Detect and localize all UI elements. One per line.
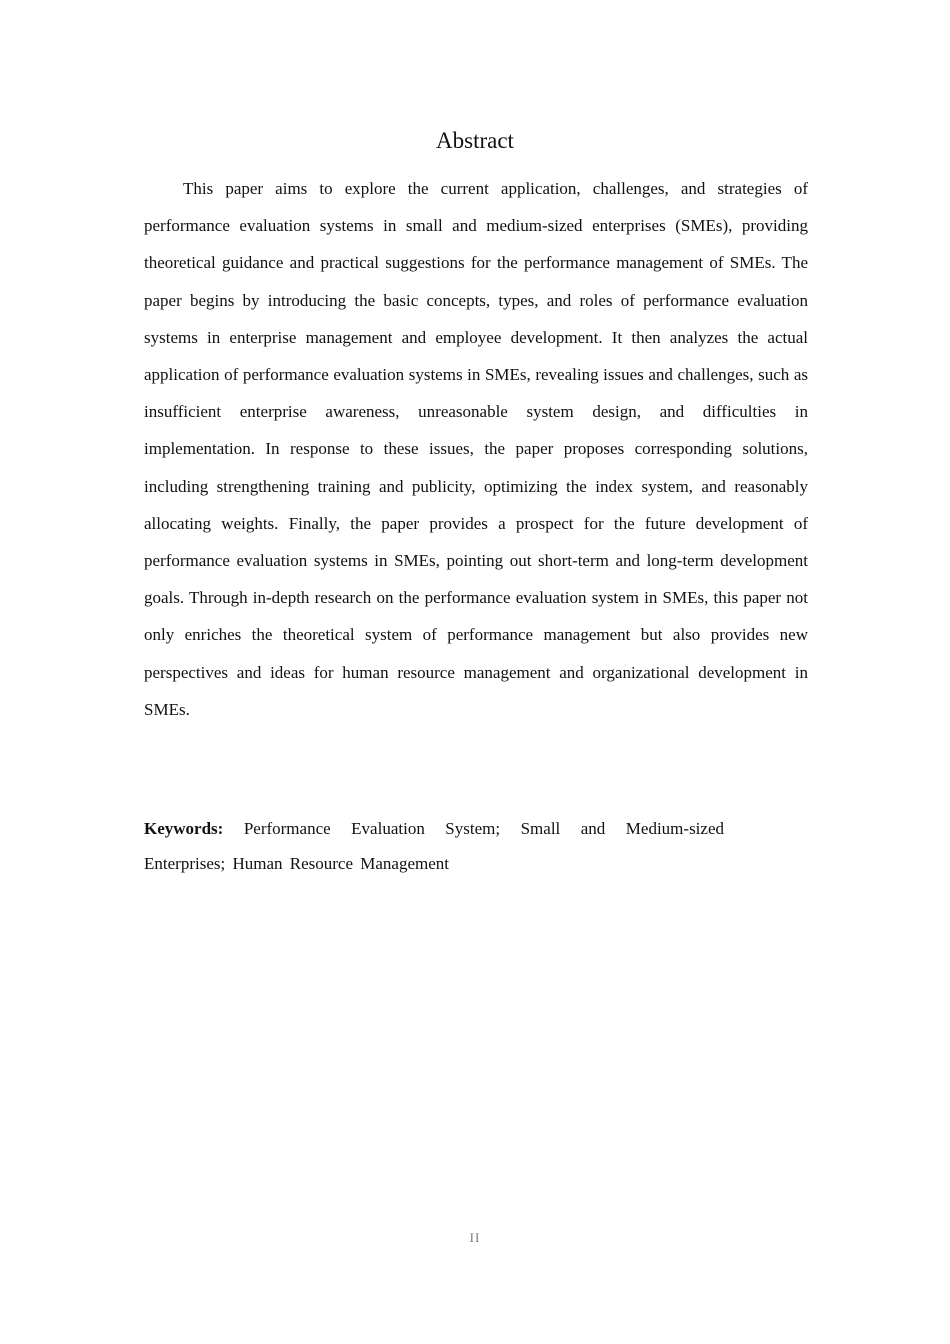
- keywords-text: Performance Evaluation System; Small and Medium-sized Enterprises; Human Resource Management: [144, 819, 725, 873]
- abstract-title: Abstract: [436, 128, 514, 153]
- keywords-label: Keywords:: [144, 819, 224, 838]
- page-number: II: [469, 1230, 481, 1245]
- keywords-section: [144, 811, 724, 881]
- abstract-paragraph: This paper aims to explore the current application, challenges, and strategies of performance evaluation systems in small and medium-sized enterprises (SMEs), providing theoretical guidance and practical suggestions for the performance management of SMEs. The paper begins by introducing the basic concepts, types, and roles of performance evaluation systems in enterprise management and employee development. It then analyzes the actual application of performance evaluation systems in SMEs, revealing issues and challenges, such as insufficient enterprise awareness, unreasonable system design, and difficulties in implementation. In response to these issues, the paper proposes corresponding solutions, including strengthening training and publicity, optimizing the index system, and reasonably allocating weights. Finally, the paper provides a prospect for the future development of performance evaluation systems in SMEs, pointing out short-term and long-term development goals. Through in-depth research on the performance evaluation system in SMEs, this paper not only enriches the theoretical system of performance management but also provides new perspectives and ideas for human resource management and organizational development in SMEs.: [144, 179, 808, 719]
